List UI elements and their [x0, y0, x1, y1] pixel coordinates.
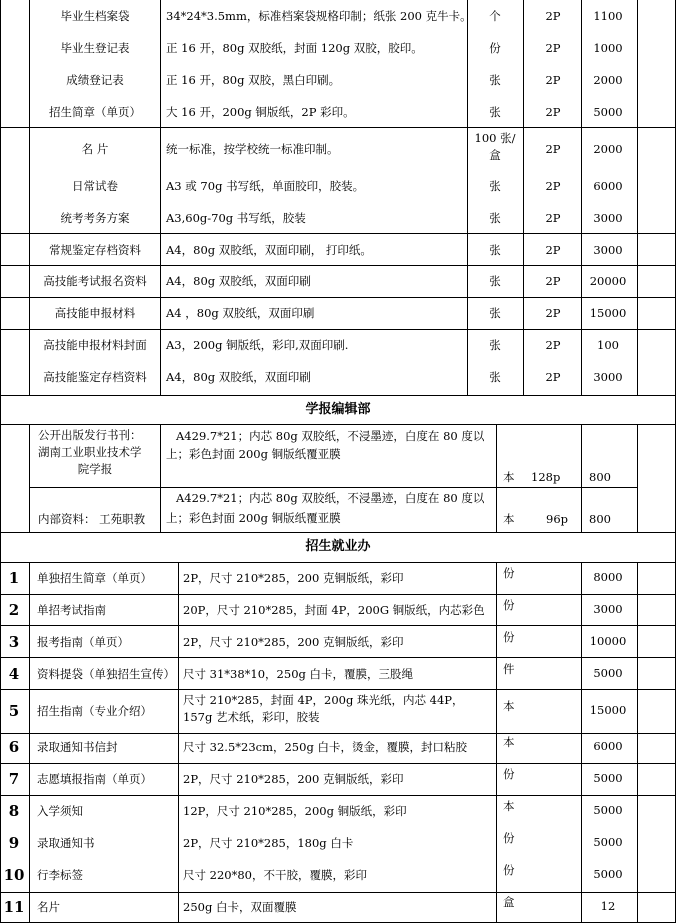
grid-line	[0, 892, 676, 893]
item-spec: A429.7*21；内芯 80g 双胶纸，不浸墨迹，白度在 80 度以	[176, 429, 485, 443]
grid-line	[0, 532, 676, 533]
grid-line	[0, 657, 676, 658]
item-name: 内部资料： 工苑职教	[38, 512, 146, 526]
item-spec: 250g 白卡，双面覆膜	[183, 900, 297, 914]
item-name: 招生指南（专业介绍）	[37, 704, 152, 718]
item-spec: 正 16 开，80g 双胶，黑白印刷。	[166, 73, 341, 87]
grid-line	[0, 733, 676, 734]
item-name: 报考指南（单页）	[37, 635, 129, 649]
item-name: 高技能申报材料	[54, 306, 136, 320]
item-unit: 张	[489, 274, 501, 288]
grid-line	[581, 562, 582, 923]
section-title-journal: 学报编辑部	[305, 402, 371, 417]
row-number: 7	[8, 770, 20, 788]
item-unit: 张	[489, 105, 501, 119]
item-unit: 份	[489, 41, 501, 55]
item-pages: 2P	[545, 142, 561, 156]
item-unit: 本	[503, 470, 515, 484]
item-quantity: 2000	[593, 142, 623, 156]
item-name: 常规鉴定存档资料	[49, 243, 141, 257]
grid-line	[0, 233, 676, 234]
grid-line	[160, 424, 161, 532]
item-name: 名片	[37, 900, 60, 914]
item-spec: A429.7*21；内芯 80g 双胶纸，不浸墨迹，白度在 80 度以	[176, 491, 485, 505]
item-pages: 2P	[545, 179, 561, 193]
item-quantity: 1100	[593, 9, 623, 23]
item-unit: 本	[503, 512, 515, 526]
item-quantity: 5000	[593, 835, 623, 849]
item-quantity: 3000	[593, 370, 623, 384]
item-name: 单招考试指南	[37, 603, 106, 617]
row-number: 1	[8, 569, 20, 587]
grid-line	[0, 594, 676, 595]
item-unit: 张	[489, 306, 501, 320]
item-quantity: 5000	[593, 105, 623, 119]
item-quantity: 2000	[593, 73, 623, 87]
grid-line	[0, 795, 676, 796]
item-quantity: 800	[589, 512, 611, 526]
item-quantity: 1000	[593, 41, 623, 55]
item-unit: 本	[503, 699, 515, 713]
grid-line	[581, 0, 582, 395]
item-name: 日常试卷	[72, 179, 118, 193]
item-spec: 尺寸 32.5*23cm，250g 白卡，烫金，覆膜，封口粘胶	[183, 740, 467, 754]
item-pages: 96p	[546, 512, 568, 526]
item-unit: 张	[489, 338, 501, 352]
grid-line	[637, 0, 638, 395]
item-quantity: 3000	[593, 602, 623, 616]
item-spec: 尺寸 210*285，封面 4P，200g 珠光纸，内芯 44P，157g 艺术纸，彩印，胶装	[183, 693, 464, 724]
grid-line	[0, 329, 676, 330]
item-quantity: 100	[597, 338, 619, 352]
row-number: 9	[8, 834, 20, 852]
grid-line	[0, 265, 676, 266]
item-spec: A4 ，80g 双胶纸，双面印刷	[166, 306, 315, 320]
item-name: 高技能鉴定存档资料	[43, 370, 147, 384]
item-unit: 份	[503, 598, 515, 612]
item-unit: 份	[503, 630, 515, 644]
section-title-admission: 招生就业办	[305, 539, 371, 554]
item-name: 毕业生档案袋	[60, 9, 130, 23]
item-quantity: 5000	[593, 803, 623, 817]
item-spec: A3，200g 铜版纸，彩印,双面印刷.	[166, 338, 349, 352]
item-spec: 2P，尺寸 210*285，180g 白卡	[183, 836, 354, 850]
item-spec: A4，80g 双胶纸，双面印刷	[166, 370, 311, 384]
grid-line	[29, 487, 638, 488]
item-unit: 份	[503, 566, 515, 580]
item-quantity: 12	[600, 899, 616, 913]
item-pages: 2P	[545, 105, 561, 119]
grid-line	[160, 0, 161, 395]
grid-line	[496, 424, 497, 532]
grid-line	[496, 562, 497, 923]
item-name: 资料提袋（单独招生宣传）	[37, 667, 175, 681]
grid-line	[0, 297, 676, 298]
item-spec: 12P，尺寸 210*285，200g 铜版纸，彩印	[183, 804, 407, 818]
item-spec: 统一标准，按学校统一标准印制。	[166, 142, 339, 156]
item-quantity: 8000	[593, 570, 623, 584]
item-name: 行李标签	[37, 868, 83, 882]
item-spec: A3,60g-70g 书写纸，胶装	[166, 211, 306, 225]
item-spec: A3 或 70g 书写纸，单面胶印，胶装。	[166, 179, 365, 193]
item-quantity: 20000	[589, 274, 627, 288]
grid-line	[0, 763, 676, 764]
item-spec: 尺寸 31*38*10，250g 白卡，覆膜，三股绳	[183, 667, 414, 681]
item-quantity: 6000	[593, 739, 623, 753]
item-unit: 100 张/盒	[474, 131, 516, 162]
row-number: 6	[8, 738, 20, 756]
grid-line	[523, 0, 524, 395]
item-spec: 2P，尺寸 210*285，200 克铜版纸，彩印	[183, 772, 404, 786]
item-name: 单独招生简章（单页）	[37, 571, 152, 585]
item-pages: 2P	[545, 274, 561, 288]
item-pages: 2P	[545, 338, 561, 352]
item-name: 高技能考试报名资料	[43, 274, 147, 288]
item-quantity: 15000	[589, 306, 627, 320]
item-quantity: 5000	[593, 771, 623, 785]
grid-line	[29, 0, 30, 395]
item-quantity: 800	[589, 470, 611, 484]
item-pages: 2P	[545, 306, 561, 320]
item-name: 入学须知	[37, 804, 83, 818]
item-name: 公开出版发行书刊：	[38, 428, 142, 442]
item-name: 高技能申报材料封面	[43, 338, 147, 352]
item-pages: 2P	[545, 73, 561, 87]
item-unit: 张	[489, 243, 501, 257]
item-name: 成绩登记表	[66, 73, 124, 87]
item-quantity: 5000	[593, 867, 623, 881]
item-unit: 份	[503, 831, 515, 845]
item-unit: 本	[503, 735, 515, 749]
grid-line	[0, 424, 676, 425]
table-border-left	[0, 0, 1, 923]
item-spec: 20P，尺寸 210*285，封面 4P，200G 铜版纸，内芯彩色	[183, 603, 485, 617]
item-name: 招生简章（单页）	[49, 105, 141, 119]
item-spec: 大 16 开，200g 铜版纸，2P 彩印。	[166, 105, 355, 119]
item-spec: 正 16 开，80g 双胶纸，封面 120g 双胶，胶印。	[166, 41, 423, 55]
item-name: 名 片	[81, 142, 109, 156]
item-unit: 件	[503, 662, 515, 676]
grid-line	[178, 562, 179, 923]
item-unit: 盒	[503, 895, 515, 909]
item-quantity: 3000	[593, 211, 623, 225]
item-unit: 张	[489, 370, 501, 384]
item-quantity: 15000	[589, 703, 627, 717]
item-quantity: 3000	[593, 243, 623, 257]
item-name: 录取通知书信封	[37, 740, 118, 754]
item-pages: 2P	[545, 243, 561, 257]
item-unit: 张	[489, 179, 501, 193]
item-spec: 上；彩色封面 200g 铜版纸覆亚膜	[166, 447, 341, 461]
item-pages: 128p	[531, 470, 561, 484]
row-number: 3	[8, 633, 20, 651]
grid-line	[0, 562, 676, 563]
item-pages: 2P	[545, 9, 561, 23]
grid-line	[29, 424, 30, 532]
grid-line	[0, 625, 676, 626]
item-unit: 个	[489, 9, 501, 23]
item-name: 录取通知书	[37, 836, 95, 850]
grid-line	[581, 424, 582, 532]
item-unit: 份	[503, 863, 515, 877]
item-name: 统考考务方案	[60, 211, 130, 225]
item-name: 志愿填报指南（单页）	[37, 772, 152, 786]
item-unit: 张	[489, 211, 501, 225]
item-name: 院学报	[77, 462, 113, 476]
item-name: 毕业生登记表	[60, 41, 130, 55]
item-spec: 34*24*3.5mm，标准档案袋规格印制；纸张 200 克牛卡。	[166, 9, 472, 23]
grid-line	[29, 562, 30, 923]
item-unit: 张	[489, 73, 501, 87]
grid-line	[0, 127, 676, 128]
item-unit: 本	[503, 799, 515, 813]
item-pages: 2P	[545, 370, 561, 384]
row-number: 4	[8, 665, 20, 683]
row-number: 11	[3, 898, 25, 916]
item-spec: A4，80g 双胶纸，双面印刷， 打印纸。	[166, 243, 372, 257]
table-border-right	[675, 0, 676, 923]
item-spec: 2P，尺寸 210*285，200 克铜版纸，彩印	[183, 635, 404, 649]
row-number: 5	[8, 702, 20, 720]
grid-line	[0, 395, 676, 396]
item-spec: 尺寸 220*80，不干胶，覆膜，彩印	[183, 868, 367, 882]
row-number: 8	[8, 802, 20, 820]
item-spec: 上；彩色封面 200g 铜版纸覆亚膜	[166, 511, 341, 525]
item-pages: 2P	[545, 211, 561, 225]
row-number: 2	[8, 601, 20, 619]
item-quantity: 5000	[593, 666, 623, 680]
grid-line	[0, 689, 676, 690]
item-spec: A4，80g 双胶纸，双面印刷	[166, 274, 311, 288]
item-name: 湖南工业职业技术学	[38, 445, 142, 459]
grid-line	[637, 424, 638, 532]
item-pages: 2P	[545, 41, 561, 55]
item-quantity: 6000	[593, 179, 623, 193]
grid-line	[467, 0, 468, 395]
grid-line	[637, 562, 638, 923]
item-unit: 份	[503, 767, 515, 781]
item-spec: 2P，尺寸 210*285，200 克铜版纸，彩印	[183, 571, 404, 585]
row-number: 10	[3, 866, 25, 884]
item-quantity: 10000	[589, 634, 627, 648]
